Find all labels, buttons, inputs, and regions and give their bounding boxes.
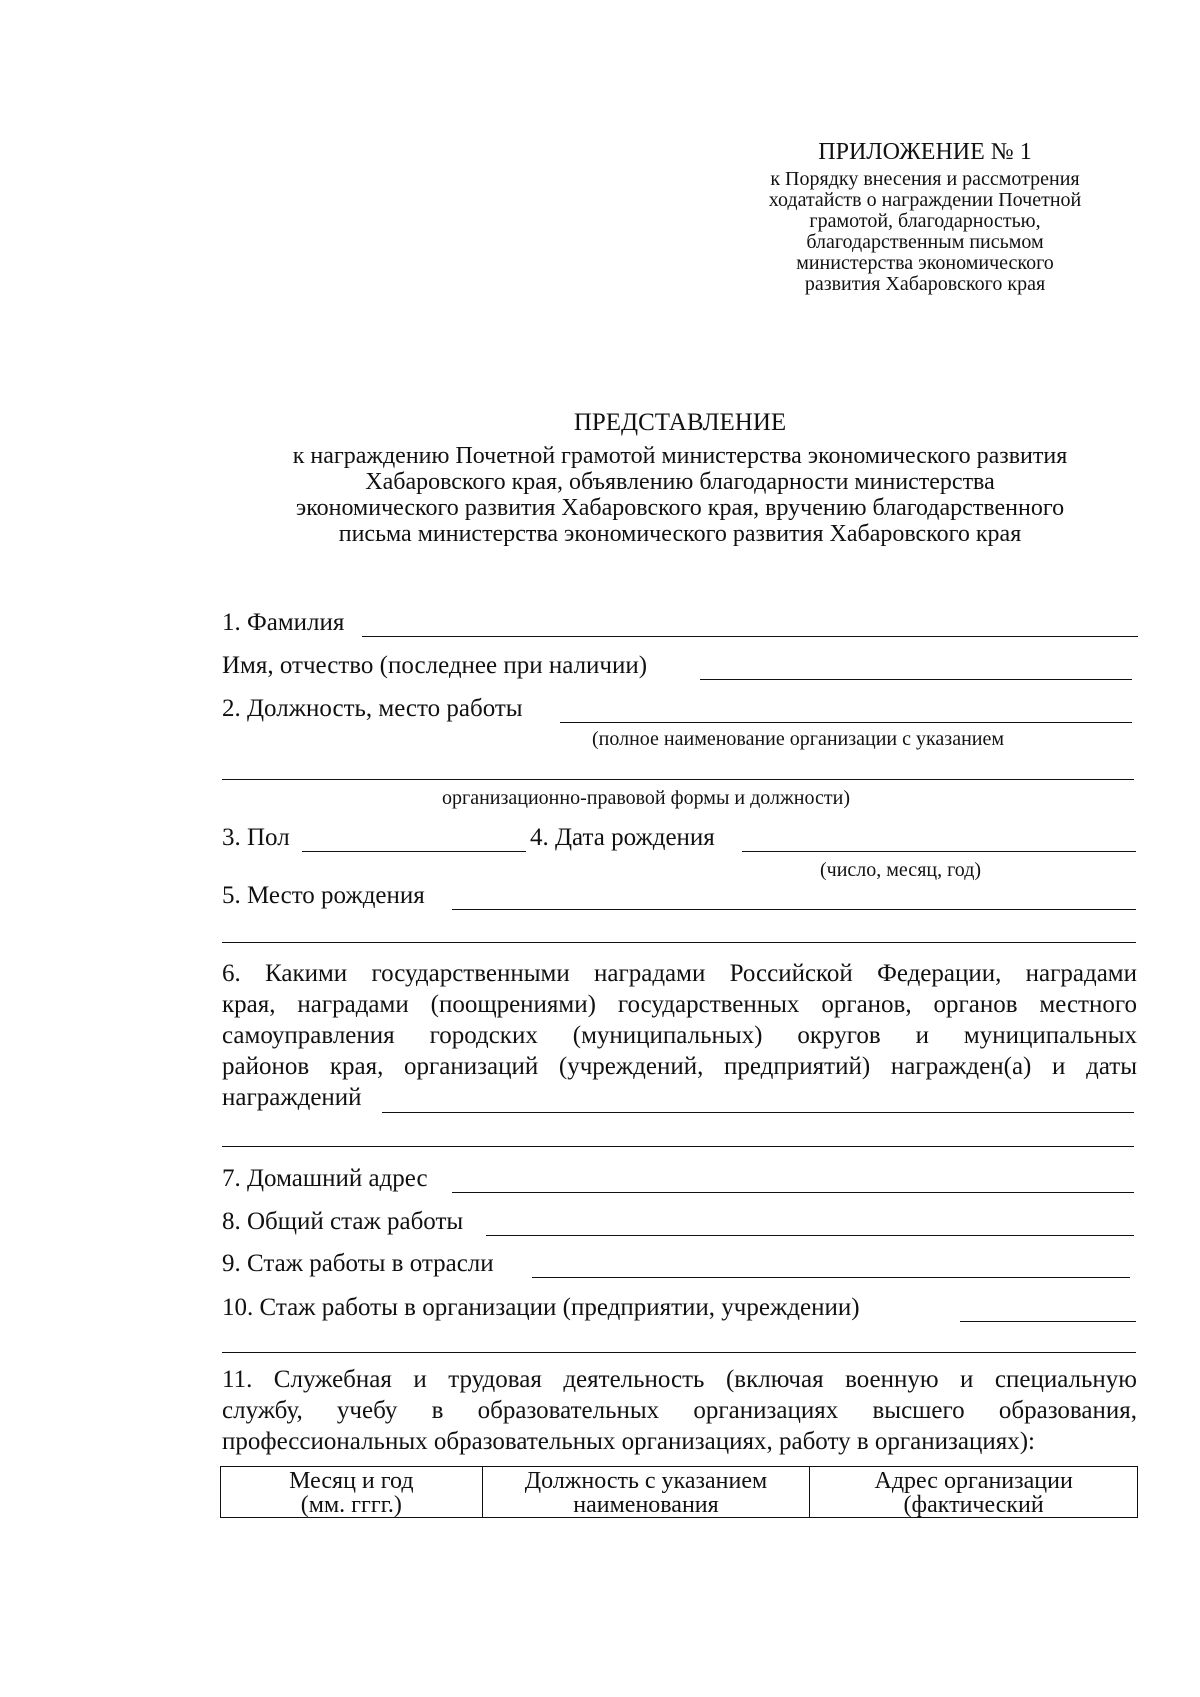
subtitle-line: к награждению Почетной грамотой министерства экономического развития [292, 443, 1068, 469]
position-hint-1: (полное наименование организации с указанием [592, 728, 1005, 750]
appendix-header [690, 137, 1160, 295]
gender-label: 3. Пол [222, 824, 290, 851]
appendix-line: министерства экономического [796, 252, 1054, 274]
subtitle-line: письма министерства экономического развития Хабаровского края [338, 521, 1022, 547]
appendix-line: грамотой, благодарностью, [809, 210, 1041, 232]
career-line: 11. Служебная и трудовая деятельность (включая военную и специальную [222, 1366, 1137, 1393]
surname-label: 1. Фамилия [222, 609, 345, 636]
appendix-line: благодарственным письмом [806, 231, 1044, 253]
col-address [810, 1467, 1138, 1518]
subtitle-line: Хабаровского края, объявлению благодарности министерства [365, 469, 995, 495]
birthdate-label: 4. Дата рождения [530, 824, 715, 851]
awards-question [222, 958, 1137, 1113]
position-hint-2: организационно-правовой формы и должности) [442, 787, 850, 809]
col-address-line1: Адрес организации [874, 1468, 1073, 1494]
table-header-row [221, 1467, 1138, 1518]
total-experience-field[interactable] [486, 1235, 1134, 1236]
col-position [482, 1467, 810, 1518]
home-address-field[interactable] [452, 1192, 1134, 1193]
career-line: службу, учебу в образовательных организациях высшего образования, [222, 1397, 1137, 1424]
birthplace-field-2[interactable] [222, 942, 1136, 943]
position-label: 2. Должность, место работы [222, 695, 523, 722]
subtitle-line: экономического развития Хабаровского края, вручению благодарственного [295, 495, 1065, 521]
total-experience-label: 8. Общий стаж работы [222, 1208, 464, 1235]
career-heading [222, 1364, 1137, 1457]
birthdate-field[interactable] [742, 851, 1136, 852]
birthplace-label: 5. Место рождения [222, 882, 425, 909]
awards-last-line: награждений [222, 1084, 362, 1111]
birthplace-field[interactable] [452, 909, 1136, 910]
name-patronymic-label: Имя, отчество (последнее при наличии) [222, 652, 648, 679]
appendix-line: к Порядку внесения и рассмотрения [770, 168, 1080, 190]
col-month-year-line2: (мм. гггг.) [300, 1492, 402, 1518]
surname-field[interactable] [362, 636, 1138, 637]
org-experience-field[interactable] [960, 1321, 1136, 1322]
awards-line: самоуправления городских (муниципальных) округов и муниципальных [222, 1022, 1137, 1049]
col-month-year-line1: Месяц и год [289, 1468, 414, 1494]
col-position-line1: Должность с указанием [524, 1468, 768, 1494]
document-title: ПРЕДСТАВЛЕНИЕ [573, 409, 787, 436]
awards-line: 6. Какими государственными наградами Российской Федерации, наградами [222, 960, 1137, 987]
career-table [220, 1466, 1138, 1518]
career-last-line: профессиональных образовательных организациях, работу в организациях): [222, 1428, 1035, 1455]
awards-field[interactable] [382, 1112, 1134, 1113]
org-experience-field-2[interactable] [222, 1352, 1136, 1353]
birthdate-hint: (число, месяц, год) [820, 859, 982, 881]
col-address-line2: (фактический [903, 1492, 1044, 1518]
col-month-year [221, 1467, 483, 1518]
document-subtitle [220, 443, 1140, 547]
position-field-2[interactable] [222, 779, 1134, 780]
awards-line: районов края, организаций (учреждений, предприятий) награжден(а) и даты [222, 1053, 1137, 1080]
col-position-line2: наименования [573, 1492, 719, 1518]
awards-field-2[interactable] [222, 1146, 1134, 1147]
appendix-line: ходатайств о награждении Почетной [768, 189, 1082, 211]
industry-experience-label: 9. Стаж работы в отрасли [222, 1250, 494, 1277]
industry-experience-field[interactable] [532, 1277, 1130, 1278]
awards-line: края, наградами (поощрениями) государственных органов, органов местного [222, 991, 1137, 1018]
home-address-label: 7. Домашний адрес [222, 1165, 428, 1192]
gender-field[interactable] [302, 851, 526, 852]
appendix-title: ПРИЛОЖЕНИЕ № 1 [818, 139, 1032, 165]
position-field[interactable] [560, 722, 1132, 723]
name-patronymic-field[interactable] [700, 679, 1132, 680]
appendix-line: развития Хабаровского края [804, 273, 1046, 295]
org-experience-label: 10. Стаж работы в организации (предприятии, учреждении) [222, 1294, 860, 1321]
